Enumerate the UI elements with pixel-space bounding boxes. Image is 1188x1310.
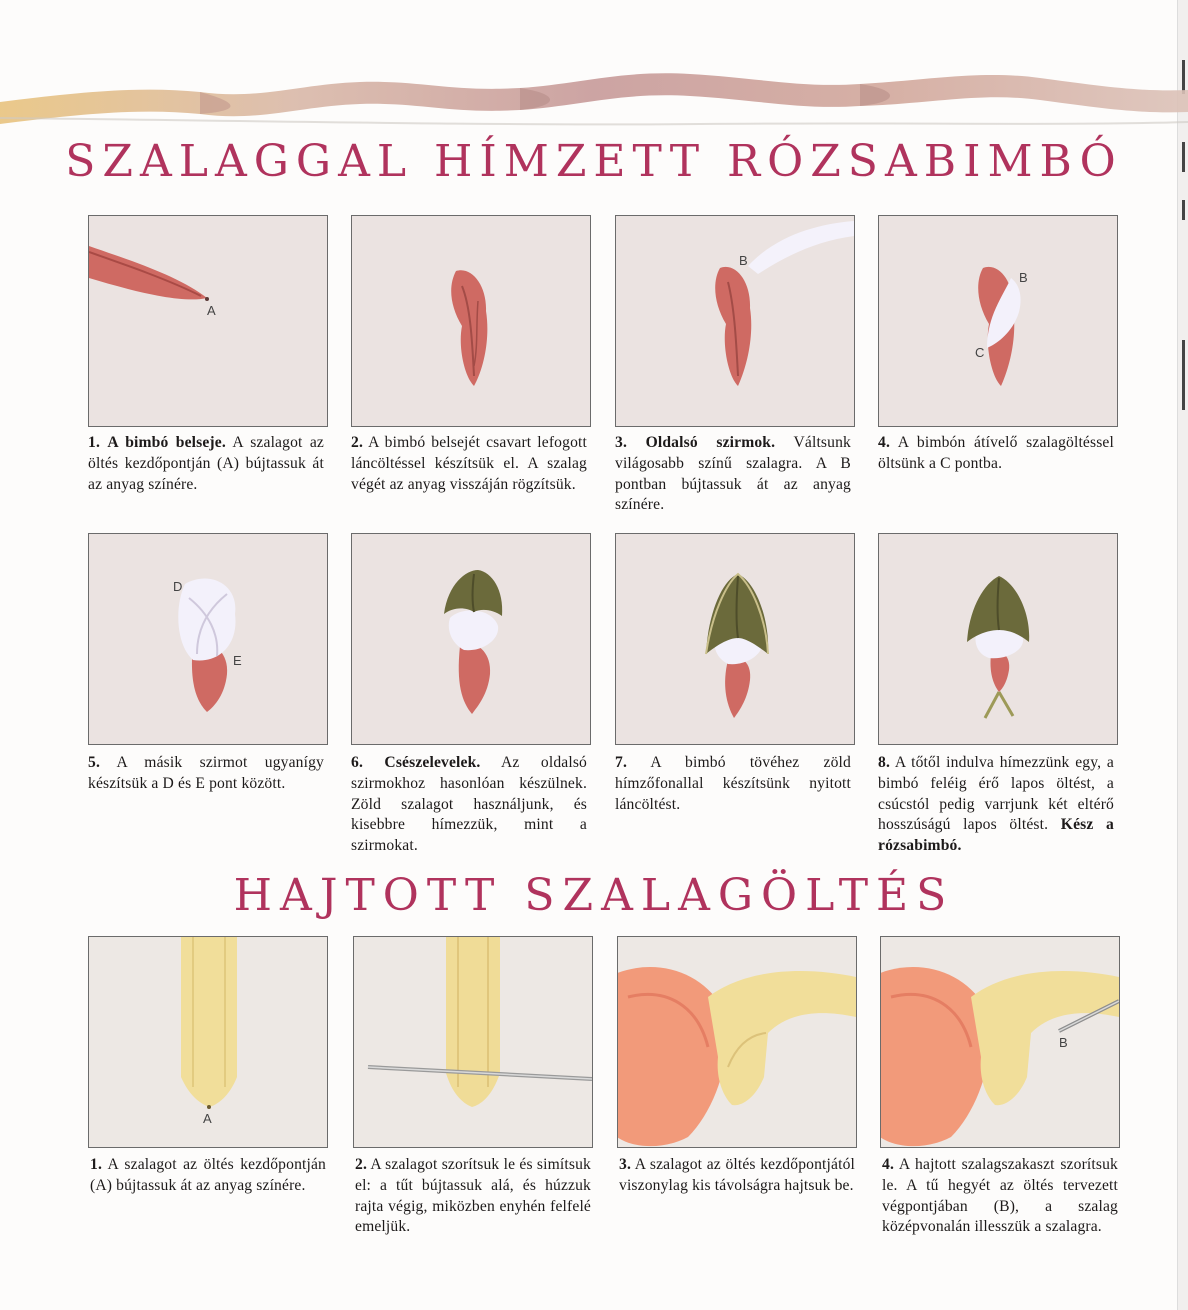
caption-rosebud-2: 2. A bimbó belsejét csavart lefogott láncöltéssel készítsük el. A szalag végét az anyag visszáján rögzítsük.	[351, 434, 587, 493]
step-photo-rosebud-6	[351, 533, 591, 745]
caption-rosebud-4: 4. A bimbón átívelő szalagöltéssel öltsünk a C pontba.	[878, 434, 1114, 472]
step-photo-rosebud-5	[88, 533, 328, 745]
caption-rosebud-6: 6. Csészelevelek. Az oldalsó szirmokhoz hasonlóan készülnek. Zöld szalagot használjunk, és kisebbre hímezzük, mint a szirmokat.	[351, 754, 587, 855]
step-photo-rosebud-7	[615, 533, 855, 745]
step-photo-rosebud-4	[878, 215, 1118, 427]
caption-folded-3: 3. A szalagot az öltés kezdőpontjától viszonylag kis távolságra hajtsuk be.	[619, 1156, 855, 1194]
page-title-rosebud: SZALAGGAL HÍMZETT RÓZSABIMBÓ	[65, 136, 1123, 187]
step-photo-rosebud-3	[615, 215, 855, 427]
point-label-b: B	[739, 253, 748, 268]
caption-rosebud-7: 7. A bimbó tövéhez zöld hímzőfonallal készítsünk nyitott láncöltést.	[615, 754, 851, 813]
step-photo-rosebud-8	[878, 533, 1118, 745]
page-edge	[1177, 0, 1188, 1310]
caption-rosebud-1: 1. A bimbó belseje. A szalagot az öltés kezdőpontján (A) bújtassuk át az anyag színére.	[88, 434, 324, 493]
point-label-d: D	[173, 579, 183, 594]
ribbon-banner-illustration	[0, 30, 1188, 140]
step-photo-rosebud-1	[88, 215, 328, 427]
point-label-a: A	[207, 303, 216, 318]
point-label-c: C	[975, 345, 985, 360]
step-photo-folded-2	[353, 936, 593, 1148]
caption-folded-2: 2. A szalagot szorítsuk le és simítsuk el: a tűt bújtassuk alá, és húzzuk rajta végig, miközben enyhén felfelé emeljük.	[355, 1156, 591, 1236]
edge-mark	[1182, 340, 1185, 410]
caption-rosebud-3: 3. Oldalsó szirmok. Váltsunk világosabb színű szalagra. A B pontban bújtassuk át az anyag színére.	[615, 434, 851, 514]
edge-mark	[1182, 200, 1185, 220]
point-label-b: B	[1059, 1035, 1068, 1050]
step-photo-folded-4	[880, 936, 1120, 1148]
caption-folded-4: 4. A hajtott szalagszakaszt szorítsuk le. A tű hegyét az öltés tervezett végpontjában (B), a szalag középvonalán illesszük a szalagra.	[882, 1156, 1118, 1236]
caption-folded-1: 1. A szalagot az öltés kezdőpontján (A) bújtassuk át az anyag színére.	[90, 1156, 326, 1194]
step-photo-rosebud-2	[351, 215, 591, 427]
caption-rosebud-5: 5. A másik szirmot ugyanígy készítsük a D és E pont között.	[88, 754, 324, 792]
caption-rosebud-8: 8. A tőtől indulva hímezzünk egy, a bimbó feléig érő lapos öltést, a csúcstól pedig varrjunk két eltérő hosszúságú lapos öltést. Kész a rózsabimbó.	[878, 754, 1114, 855]
point-label-a: A	[203, 1111, 212, 1126]
step-photo-folded-1	[88, 936, 328, 1148]
point-label-e: E	[233, 653, 242, 668]
page-title-folded: HAJTOTT SZALAGÖLTÉS	[233, 870, 955, 921]
point-label-b: B	[1019, 270, 1028, 285]
step-photo-folded-3	[617, 936, 857, 1148]
